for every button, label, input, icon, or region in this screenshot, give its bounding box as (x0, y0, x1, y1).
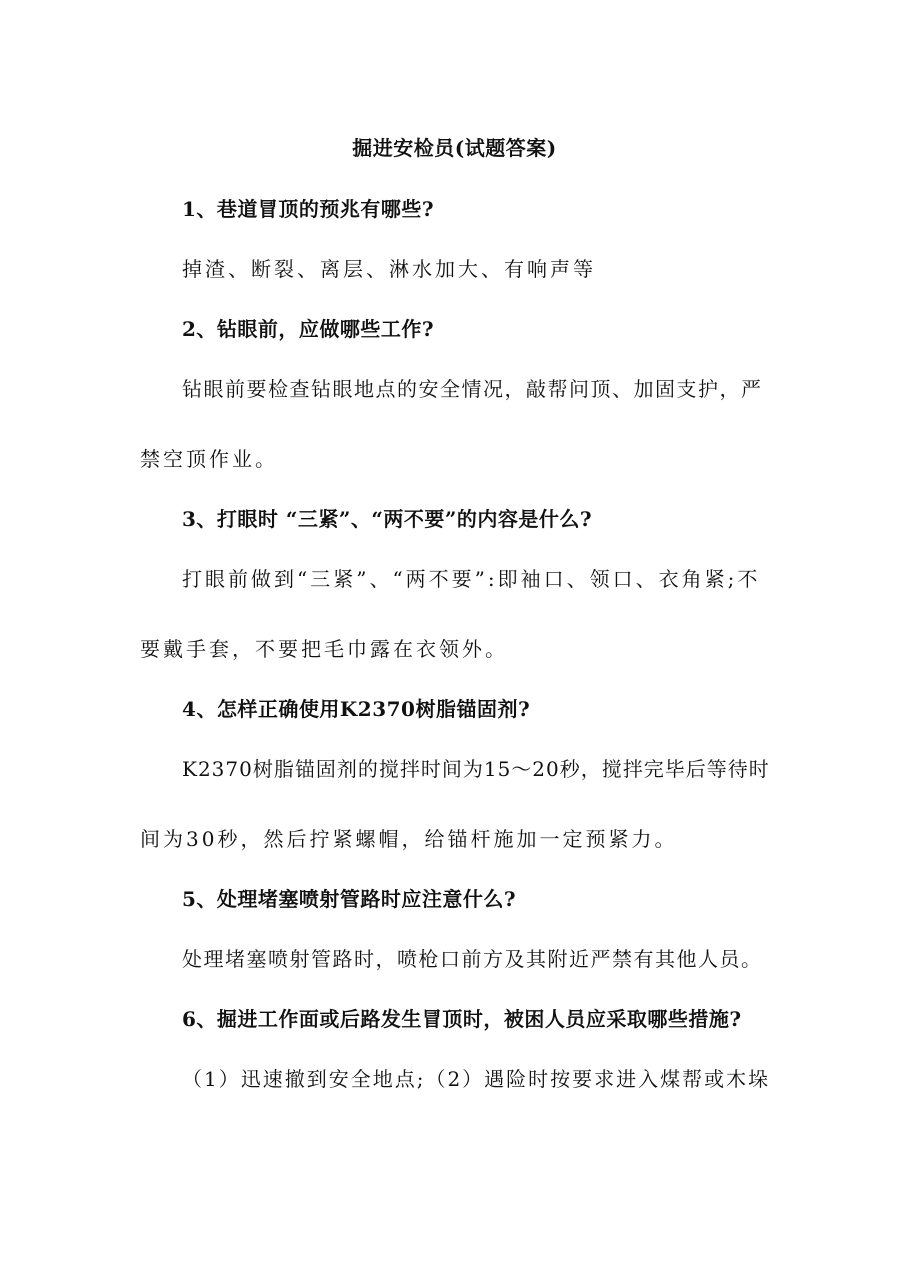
answer-6-line-1: （1）迅速撤到安全地点;（2）遇险时按要求进入煤帮或木垛 (182, 1067, 771, 1091)
answer-4-line-1: K2370树脂锚固剂的搅拌时间为15～20秒，搅拌完毕后等待时 (182, 757, 770, 781)
answer-3-line-2: 要戴手套，不要把毛巾露在衣领外。 (140, 637, 508, 661)
document-title: 掘进安检员(试题答案) (352, 136, 557, 160)
answer-2-line-2: 禁空顶作业。 (140, 447, 278, 471)
question-6: 6、掘进工作面或后路发生冒顶时，被困人员应采取哪些措施? (182, 1007, 742, 1031)
question-2: 2、钻眼前，应做哪些工作? (182, 317, 435, 341)
answer-2-line-1: 钻眼前要检查钻眼地点的安全情况，敲帮问顶、加固支护，严 (182, 377, 763, 401)
answer-1-line-1: 掉渣、断裂、离层、淋水加大、有响声等 (182, 257, 596, 281)
question-4: 4、怎样正确使用K2370树脂锚固剂? (182, 697, 531, 721)
question-3: 3、打眼时 “三紧”、“两不要”的内容是什么? (182, 507, 593, 531)
question-5: 5、处理堵塞喷射管路时应注意什么? (182, 887, 517, 911)
question-1: 1、巷道冒顶的预兆有哪些? (182, 197, 435, 221)
answer-3-line-1: 打眼前做到“三紧”、“两不要”:即袖口、领口、衣角紧;不 (182, 567, 761, 591)
answer-4-line-2: 间为30秒，然后拧紧螺帽，给锚杆施加一定预紧力。 (140, 827, 678, 851)
answer-5-line-1: 处理堵塞喷射管路时，喷枪口前方及其附近严禁有其他人员。 (182, 947, 763, 971)
